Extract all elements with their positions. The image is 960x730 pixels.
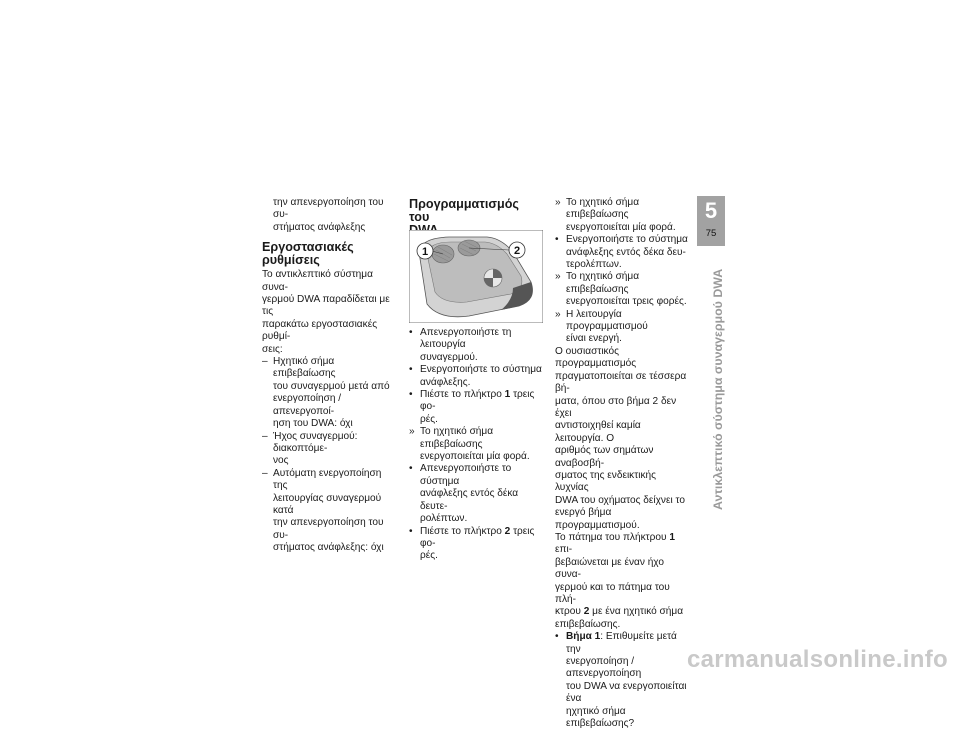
text-run: κτρου bbox=[555, 606, 584, 618]
bullet-marker: • bbox=[409, 463, 413, 475]
list-item-text: λειτουργίας συναγερμού κατά bbox=[273, 492, 382, 516]
paragraph-line bbox=[555, 532, 688, 557]
key-number: 1 bbox=[504, 389, 511, 401]
list-item bbox=[409, 463, 542, 525]
list-item-text: ρές. bbox=[420, 413, 438, 425]
page-number: 75 bbox=[705, 228, 717, 239]
bullet-marker: • bbox=[409, 364, 413, 376]
section-heading-factory-settings: Εργοστασιακές ρυθμίσεις bbox=[262, 240, 354, 268]
paragraph-line: γερμού και το πάτημα του πλή- bbox=[555, 581, 670, 605]
list-item bbox=[409, 426, 542, 463]
list-item bbox=[409, 389, 542, 426]
list-item-text: ανάφλεξης εντός δέκα δευτε- bbox=[420, 488, 519, 512]
result-marker: » bbox=[409, 426, 415, 438]
list-item bbox=[262, 431, 395, 468]
list-item-text: νος bbox=[273, 455, 289, 467]
bullet-marker: • bbox=[409, 389, 413, 401]
bullet-marker: • bbox=[409, 525, 413, 537]
list-item-text: ενεργοποιείται τρεις φορές. bbox=[566, 296, 687, 308]
paragraph-line: αντιστοιχηθεί καμία λειτουργία. Ο bbox=[555, 420, 641, 444]
paragraph-line: ενεργό βήμα προγραμματισμού. bbox=[555, 507, 640, 531]
watermark: carmanualsonline.info bbox=[686, 646, 948, 673]
list-item bbox=[409, 327, 542, 364]
text-run: τρεις φο- bbox=[420, 525, 535, 549]
paragraph-line: σματος της ενδεικτικής λυχνίας bbox=[555, 469, 656, 494]
chapter-number: 5 bbox=[704, 198, 718, 223]
paragraph-line: αριθμός των σημάτων αναβοσβή- bbox=[555, 445, 654, 469]
key-fob-figure bbox=[409, 230, 543, 323]
list-item-text: Απενεργοποιήστε το σύστημα bbox=[420, 463, 512, 487]
list-item-text: του συναγερμού μετά από bbox=[273, 380, 390, 392]
section-heading-programming: Προγραμματισμός του bbox=[409, 197, 519, 224]
list-item bbox=[555, 234, 688, 271]
list-item-text bbox=[420, 389, 542, 414]
list-item-text: Απενεργοποιήστε τη λειτουργία bbox=[420, 327, 512, 351]
bullet-marker: • bbox=[555, 234, 559, 246]
text-run: Πιέστε το πλήκτρο bbox=[420, 389, 505, 401]
list-item-text: Το ηχητικό σήμα επιβεβαίωσης bbox=[420, 426, 494, 450]
dash-marker: – bbox=[262, 356, 268, 368]
column-3 bbox=[555, 197, 688, 730]
step-label: Βήμα 1 bbox=[566, 631, 601, 643]
list-item bbox=[409, 526, 542, 563]
text-run: με ένα ηχητικό σήμα bbox=[589, 606, 684, 618]
paragraph-line: σεις: bbox=[262, 343, 283, 355]
column-2-steps bbox=[409, 327, 542, 563]
dash-marker: – bbox=[262, 430, 268, 442]
bullet-marker: • bbox=[555, 631, 559, 643]
text-run: : Επιθυμείτε μετά την bbox=[566, 631, 677, 655]
list-item-text: Ενεργοποιήστε το σύστημα bbox=[566, 234, 688, 246]
result-marker: » bbox=[555, 197, 561, 208]
list-item-step-1 bbox=[555, 631, 688, 730]
text-run: Το πάτημα του πλήκτρου bbox=[555, 531, 670, 543]
list-item-text: του DWA να ενεργοποιείται ένα bbox=[566, 680, 687, 705]
text-run: Πιέστε το πλήκτρο bbox=[420, 525, 505, 537]
key-number: 1 bbox=[669, 531, 675, 543]
list-item bbox=[555, 309, 688, 346]
paragraph-line: βεβαιώνεται με έναν ήχο συνα- bbox=[555, 556, 664, 581]
text-run: τρεις φο- bbox=[420, 389, 535, 413]
intro-line-1: την απενεργοποίηση του συ- bbox=[273, 197, 384, 221]
paragraph-line: Το αντικλεπτικό σύστημα συνα- bbox=[262, 269, 373, 293]
list-item-text: ηση του DWA: όχι bbox=[273, 418, 353, 430]
text-run: επι- bbox=[555, 544, 573, 556]
list-item-text: ανάφλεξης. bbox=[420, 376, 471, 388]
paragraph-line: πραγματοποιείται σε τέσσερα βή- bbox=[555, 370, 687, 395]
paragraph-line: επιβεβαίωσης. bbox=[555, 618, 621, 630]
dash-marker: – bbox=[262, 467, 268, 479]
list-item-text: Ήχος συναγερμού: διακοπτόμε- bbox=[273, 430, 358, 454]
list-item-text: Το ηχητικό σήμα επιβεβαίωσης bbox=[566, 271, 640, 295]
list-item bbox=[555, 271, 688, 308]
intro-line-2: στήματος ανάφλεξης bbox=[273, 221, 366, 233]
side-chapter-title: Αντικλεπτικό σύστημα συναγερμού DWA bbox=[711, 268, 725, 510]
list-item-text: ηχητικό σήμα επιβεβαίωσης? bbox=[566, 705, 635, 730]
list-item-text: είναι ενεργή. bbox=[566, 333, 622, 345]
result-marker: » bbox=[555, 271, 561, 283]
list-item-text: ενεργοποιείται μία φορά. bbox=[420, 451, 530, 463]
column-1 bbox=[262, 197, 395, 555]
list-item-text bbox=[420, 526, 542, 551]
list-item-text: ενεργοποίηση / απενεργοποίηση bbox=[566, 656, 642, 680]
chapter-tab bbox=[697, 196, 725, 246]
list-item-text: Αυτόματη ενεργοποίηση της bbox=[273, 467, 382, 492]
list-item-text: ρολέπτων. bbox=[420, 513, 468, 525]
list-item-text: τερολέπτων. bbox=[566, 259, 622, 271]
key-number: 2 bbox=[583, 606, 590, 618]
list-item bbox=[262, 468, 395, 555]
paragraph-line bbox=[555, 606, 688, 618]
paragraph-line: γερμού DWA παραδίδεται με τις bbox=[262, 294, 390, 318]
list-item-text: συναγερμού. bbox=[420, 351, 478, 363]
list-item-text: ενεργοποίηση / απενεργοποί- bbox=[273, 393, 342, 417]
list-item-text: την απενεργοποίηση του συ- bbox=[273, 517, 384, 541]
list-item-text bbox=[566, 631, 688, 656]
paragraph-line: παρακάτω εργοστασιακές ρυθμί- bbox=[262, 318, 378, 343]
paragraph-line: Ο ουσιαστικός προγραμματισμός bbox=[555, 345, 637, 370]
list-item-text: Η λειτουργία προγραμματισμού bbox=[566, 308, 648, 333]
figure-callout-2: 2 bbox=[513, 245, 521, 257]
paragraph-line: DWA του οχήματος δείχνει το bbox=[555, 494, 685, 506]
list-item-text: ρές. bbox=[420, 550, 438, 562]
paragraph-line: ματα, όπου στο βήμα 2 δεν έχει bbox=[555, 395, 677, 419]
list-item bbox=[262, 356, 395, 430]
list-item bbox=[409, 364, 542, 389]
list-item-text: Ενεργοποιήστε το σύστημα bbox=[420, 364, 542, 376]
figure-callout-1: 1 bbox=[421, 246, 429, 258]
list-item-text: Ηχητικό σήμα επιβεβαίωσης bbox=[273, 356, 336, 380]
list-item bbox=[555, 197, 688, 234]
key-number: 2 bbox=[504, 525, 511, 537]
list-item-text: ενεργοποιείται μία φορά. bbox=[566, 221, 676, 233]
result-marker: » bbox=[555, 308, 561, 320]
bullet-marker: • bbox=[409, 327, 413, 338]
list-item-text: στήματος ανάφλεξης: όχι bbox=[273, 542, 384, 554]
list-item-text: ανάφλεξης εντός δέκα δευ- bbox=[566, 246, 686, 258]
list-item-text: Το ηχητικό σήμα επιβεβαίωσης bbox=[566, 197, 640, 221]
